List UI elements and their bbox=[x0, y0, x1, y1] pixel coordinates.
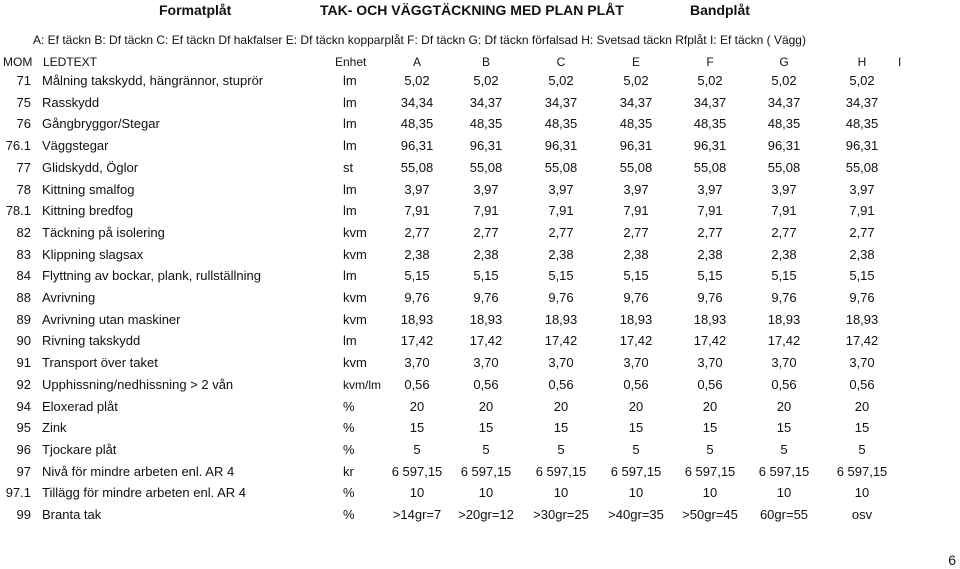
row-value: 48,35 bbox=[469, 116, 503, 132]
row-value: 18,93 bbox=[400, 311, 434, 327]
table-row bbox=[0, 310, 960, 330]
row-value: 5,15 bbox=[404, 268, 430, 284]
row-value: >30gr=25 bbox=[533, 507, 589, 522]
row-value: 0,56 bbox=[473, 376, 499, 392]
row-value: 2,38 bbox=[473, 246, 499, 262]
row-value: 3,70 bbox=[623, 355, 649, 371]
row-value: 2,77 bbox=[771, 224, 797, 240]
row-unit: st bbox=[343, 159, 354, 175]
row-value: 20 bbox=[854, 398, 870, 414]
table-row bbox=[0, 201, 960, 221]
row-value: 2,77 bbox=[404, 224, 430, 240]
row-value: 2,38 bbox=[849, 246, 875, 262]
row-value: 48,35 bbox=[845, 116, 879, 132]
row-value: 34,37 bbox=[469, 94, 503, 110]
row-value: 15 bbox=[553, 420, 569, 436]
row-value: 5,15 bbox=[473, 268, 499, 284]
row-value: 2,38 bbox=[697, 246, 723, 262]
row-mom: 97.1 bbox=[5, 485, 31, 501]
main-title: TAK- OCH VÄGGTÄCKNING MED PLAN PLÅT bbox=[320, 2, 624, 18]
table-row bbox=[0, 331, 960, 351]
row-value: 55,08 bbox=[693, 159, 727, 175]
row-value: 5 bbox=[706, 441, 714, 457]
table-row bbox=[0, 375, 960, 395]
row-value: 48,35 bbox=[619, 116, 653, 132]
row-value: 6 597,15 bbox=[460, 463, 512, 479]
row-mom: 71 bbox=[16, 73, 31, 88]
table-row bbox=[0, 223, 960, 243]
table-row bbox=[0, 114, 960, 134]
row-value: 0,56 bbox=[849, 376, 875, 392]
row-ledtext: Tillägg för mindre arbeten enl. AR 4 bbox=[42, 485, 247, 501]
row-value: 6 597,15 bbox=[610, 463, 662, 479]
row-mom: 99 bbox=[16, 507, 31, 522]
row-value: 5,15 bbox=[697, 268, 723, 284]
row-value: 96,31 bbox=[469, 138, 503, 154]
row-value: 3,70 bbox=[697, 355, 723, 371]
row-value: 18,93 bbox=[845, 311, 879, 327]
row-value: 15 bbox=[776, 420, 792, 436]
row-value: 55,08 bbox=[767, 159, 801, 175]
page-number: 6 bbox=[948, 552, 956, 568]
row-value: 9,76 bbox=[849, 290, 875, 305]
row-value: 5 bbox=[413, 441, 421, 457]
row-value: 2,77 bbox=[849, 224, 875, 240]
row-unit: % bbox=[343, 441, 355, 457]
row-ledtext: Gångbryggor/Stegar bbox=[42, 116, 160, 132]
row-value: 18,93 bbox=[693, 311, 727, 327]
row-ledtext: Avrivning utan maskiner bbox=[42, 311, 181, 327]
row-unit: kvm bbox=[343, 246, 367, 262]
row-unit: % bbox=[343, 398, 355, 414]
row-value: 10 bbox=[776, 485, 792, 501]
row-ledtext: Upphissning/nedhissning > 2 vån bbox=[42, 376, 234, 392]
table-row bbox=[0, 71, 960, 91]
row-value: 20 bbox=[478, 398, 494, 414]
row-unit: lm bbox=[343, 268, 357, 284]
row-value: >20gr=12 bbox=[458, 507, 514, 522]
row-value: 3,70 bbox=[473, 355, 499, 371]
row-value: 9,76 bbox=[404, 290, 430, 305]
row-ledtext: Zink bbox=[42, 420, 67, 436]
row-value: 6 597,15 bbox=[684, 463, 736, 479]
row-value: 7,91 bbox=[849, 203, 875, 219]
header-col-e: E bbox=[631, 55, 640, 69]
row-value: 7,91 bbox=[623, 203, 649, 219]
row-value: 9,76 bbox=[623, 290, 649, 305]
row-value: 3,70 bbox=[548, 355, 574, 371]
row-value: 55,08 bbox=[619, 159, 653, 175]
row-value: 20 bbox=[776, 398, 792, 414]
row-ledtext: Glidskydd, Öglor bbox=[42, 159, 139, 175]
row-mom: 77 bbox=[16, 159, 31, 175]
row-value: 55,08 bbox=[845, 159, 879, 175]
row-value: 17,42 bbox=[845, 333, 879, 349]
table-row bbox=[0, 418, 960, 438]
row-value: 5,15 bbox=[623, 268, 649, 284]
row-value: 15 bbox=[478, 420, 494, 436]
row-unit: % bbox=[343, 420, 355, 436]
row-value: 2,38 bbox=[404, 246, 430, 262]
table-row bbox=[0, 462, 960, 482]
row-value: 10 bbox=[478, 485, 494, 501]
row-value: 34,37 bbox=[544, 94, 578, 110]
row-value: 5 bbox=[632, 441, 640, 457]
row-value: 0,56 bbox=[404, 376, 430, 392]
row-ledtext: Nivå för mindre arbeten enl. AR 4 bbox=[42, 463, 235, 479]
header-col-a: A bbox=[412, 55, 421, 69]
row-value: 34,37 bbox=[845, 94, 879, 110]
row-mom: 76 bbox=[16, 116, 31, 132]
row-ledtext: Eloxerad plåt bbox=[42, 398, 118, 414]
row-unit: % bbox=[343, 485, 355, 501]
table-row bbox=[0, 266, 960, 286]
table-row bbox=[0, 288, 960, 308]
row-ledtext: Transport över taket bbox=[42, 355, 158, 371]
header-enhet: Enhet bbox=[335, 55, 367, 69]
header-col-g: G bbox=[779, 55, 789, 69]
row-value: 6 597,15 bbox=[391, 463, 443, 479]
row-value: 0,56 bbox=[771, 376, 797, 392]
row-value: 2,77 bbox=[623, 224, 649, 240]
row-value: 2,38 bbox=[623, 246, 649, 262]
table-row bbox=[0, 353, 960, 373]
row-unit: lm bbox=[343, 138, 357, 154]
row-value: 0,56 bbox=[548, 376, 574, 392]
row-value: 17,42 bbox=[400, 333, 434, 349]
row-value: 2,38 bbox=[771, 246, 797, 262]
row-value: >50gr=45 bbox=[682, 507, 738, 522]
row-unit: lm bbox=[343, 203, 357, 219]
row-ledtext: Flyttning av bockar, plank, rullställning bbox=[42, 268, 261, 284]
header-ledtext: LEDTEXT bbox=[43, 55, 98, 69]
row-value: 5,02 bbox=[623, 73, 649, 88]
table-row bbox=[0, 440, 960, 460]
row-value: 34,37 bbox=[693, 94, 727, 110]
row-mom: 89 bbox=[16, 311, 31, 327]
row-value: 10 bbox=[553, 485, 569, 501]
row-mom: 97 bbox=[16, 463, 31, 479]
row-value: 15 bbox=[409, 420, 425, 436]
row-value: 3,97 bbox=[473, 181, 499, 197]
row-ledtext: Rivning takskydd bbox=[42, 333, 141, 349]
row-value: 10 bbox=[409, 485, 425, 501]
formatplat-title: Formatplåt bbox=[159, 2, 232, 18]
row-value: 3,70 bbox=[404, 355, 430, 371]
row-mom: 94 bbox=[16, 398, 31, 414]
row-mom: 92 bbox=[16, 376, 31, 392]
row-unit: lm bbox=[343, 73, 357, 88]
row-value: 6 597,15 bbox=[836, 463, 888, 479]
row-value: 96,31 bbox=[400, 138, 434, 154]
row-value: 9,76 bbox=[771, 290, 797, 305]
header-mom: MOM bbox=[3, 55, 33, 69]
row-value: 17,42 bbox=[619, 333, 653, 349]
table-row bbox=[0, 245, 960, 265]
row-value: 5 bbox=[482, 441, 490, 457]
row-value: 3,97 bbox=[697, 181, 723, 197]
table-row bbox=[0, 397, 960, 417]
row-ledtext: Kittning smalfog bbox=[42, 181, 135, 197]
row-mom: 82 bbox=[16, 224, 31, 240]
row-ledtext: Klippning slagsax bbox=[42, 246, 144, 262]
row-unit: % bbox=[343, 507, 355, 522]
row-value: 7,91 bbox=[473, 203, 499, 219]
row-mom: 91 bbox=[16, 355, 31, 371]
row-value: 2,38 bbox=[548, 246, 574, 262]
row-mom: 78 bbox=[16, 181, 31, 197]
row-value: 9,76 bbox=[697, 290, 723, 305]
row-value: 5,15 bbox=[771, 268, 797, 284]
row-value: 5,15 bbox=[548, 268, 574, 284]
row-value: 7,91 bbox=[771, 203, 797, 219]
row-value: 7,91 bbox=[697, 203, 723, 219]
row-value: 3,97 bbox=[404, 181, 430, 197]
row-ledtext: Rasskydd bbox=[42, 94, 100, 110]
row-unit: kvm bbox=[343, 290, 367, 305]
row-value: 20 bbox=[409, 398, 425, 414]
row-value: 17,42 bbox=[693, 333, 727, 349]
row-mom: 95 bbox=[16, 420, 31, 436]
row-value: 5 bbox=[858, 441, 866, 457]
row-value: 18,93 bbox=[767, 311, 801, 327]
row-value: 3,97 bbox=[771, 181, 797, 197]
row-value: 6 597,15 bbox=[758, 463, 810, 479]
row-value: 5,02 bbox=[849, 73, 875, 88]
row-value: 3,70 bbox=[849, 355, 875, 371]
header-col-b: B bbox=[481, 55, 490, 69]
row-ledtext: Täckning på isolering bbox=[42, 224, 165, 240]
row-mom: 76.1 bbox=[5, 138, 31, 154]
row-value: 5 bbox=[780, 441, 788, 457]
row-unit: kvm bbox=[343, 224, 367, 240]
row-value: 2,77 bbox=[548, 224, 574, 240]
row-value: 20 bbox=[553, 398, 569, 414]
row-mom: 83 bbox=[16, 246, 31, 262]
row-unit: lm bbox=[343, 116, 357, 132]
row-value: 2,77 bbox=[473, 224, 499, 240]
row-value: 34,37 bbox=[767, 94, 801, 110]
row-value: 7,91 bbox=[404, 203, 430, 219]
row-value: 48,35 bbox=[544, 116, 578, 132]
table-row bbox=[0, 136, 960, 156]
row-value: osv bbox=[851, 507, 873, 522]
row-value: 55,08 bbox=[544, 159, 578, 175]
row-value: 5,02 bbox=[473, 73, 499, 88]
header-col-h: H bbox=[857, 55, 867, 69]
row-value: 5,02 bbox=[697, 73, 723, 88]
row-value: 18,93 bbox=[544, 311, 578, 327]
header-col-i: I bbox=[898, 55, 902, 69]
row-value: 96,31 bbox=[544, 138, 578, 154]
row-unit: kr bbox=[343, 463, 354, 479]
table-row bbox=[0, 483, 960, 503]
row-value: 2,77 bbox=[697, 224, 723, 240]
row-value: 20 bbox=[702, 398, 718, 414]
row-value: 9,76 bbox=[473, 290, 499, 305]
column-legend: A: Ef täckn B: Df täckn C: Ef täckn Df hakfalser E: Df täckn kopparplåt F: Df täckn G: Df täckn förfalsad H: Svetsad täckn Rfplåt I: Ef täckn ( Vägg) bbox=[33, 33, 806, 47]
row-ledtext: Avrivning bbox=[42, 290, 96, 305]
row-unit: kvm bbox=[343, 355, 367, 371]
row-value: 17,42 bbox=[767, 333, 801, 349]
row-value: 20 bbox=[628, 398, 644, 414]
row-value: 5,15 bbox=[849, 268, 875, 284]
row-value: 10 bbox=[702, 485, 718, 501]
table-row bbox=[0, 180, 960, 200]
row-value: 6 597,15 bbox=[535, 463, 587, 479]
row-value: 17,42 bbox=[469, 333, 503, 349]
row-value: 0,56 bbox=[623, 376, 649, 392]
row-value: 15 bbox=[702, 420, 718, 436]
row-mom: 75 bbox=[16, 94, 31, 110]
header-col-c: C bbox=[556, 55, 566, 69]
row-value: 96,31 bbox=[693, 138, 727, 154]
row-value: 55,08 bbox=[400, 159, 434, 175]
row-mom: 84 bbox=[16, 268, 31, 284]
row-value: 5,02 bbox=[548, 73, 574, 88]
row-value: 10 bbox=[854, 485, 870, 501]
row-value: 0,56 bbox=[697, 376, 723, 392]
row-value: 3,70 bbox=[771, 355, 797, 371]
row-value: 3,97 bbox=[623, 181, 649, 197]
row-value: 9,76 bbox=[548, 290, 574, 305]
row-value: 15 bbox=[628, 420, 644, 436]
row-value: 18,93 bbox=[619, 311, 653, 327]
row-value: 96,31 bbox=[767, 138, 801, 154]
row-value: 55,08 bbox=[469, 159, 503, 175]
row-ledtext: Kittning bredfog bbox=[42, 203, 134, 219]
row-unit: lm bbox=[343, 181, 357, 197]
row-ledtext: Branta tak bbox=[42, 507, 102, 522]
row-ledtext: Väggstegar bbox=[42, 138, 109, 154]
row-value: >14gr=7 bbox=[392, 507, 442, 522]
row-mom: 88 bbox=[16, 290, 31, 305]
row-value: 5 bbox=[557, 441, 565, 457]
row-mom: 78.1 bbox=[5, 203, 31, 219]
row-value: 34,37 bbox=[619, 94, 653, 110]
row-value: 3,97 bbox=[548, 181, 574, 197]
row-unit: lm bbox=[343, 94, 357, 110]
row-value: >40gr=35 bbox=[608, 507, 664, 522]
row-value: 5,02 bbox=[771, 73, 797, 88]
row-value: 18,93 bbox=[469, 311, 503, 327]
row-value: 96,31 bbox=[845, 138, 879, 154]
row-ledtext: Tjockare plåt bbox=[42, 441, 117, 457]
table-row bbox=[0, 93, 960, 113]
row-value: 5,02 bbox=[404, 73, 430, 88]
row-value: 15 bbox=[854, 420, 870, 436]
row-value: 60gr=55 bbox=[759, 507, 809, 522]
table-row bbox=[0, 158, 960, 178]
row-unit: kvm/lm bbox=[343, 377, 381, 392]
row-value: 10 bbox=[628, 485, 644, 501]
row-value: 7,91 bbox=[548, 203, 574, 219]
row-mom: 90 bbox=[16, 333, 31, 349]
bandplat-title: Bandplåt bbox=[690, 2, 750, 18]
row-mom: 96 bbox=[16, 441, 31, 457]
row-value: 48,35 bbox=[767, 116, 801, 132]
row-value: 3,97 bbox=[849, 181, 875, 197]
row-value: 96,31 bbox=[619, 138, 653, 154]
table-row bbox=[0, 505, 960, 525]
row-value: 34,34 bbox=[400, 94, 434, 110]
row-value: 48,35 bbox=[693, 116, 727, 132]
row-ledtext: Målning takskydd, hängrännor, stuprör bbox=[42, 73, 264, 88]
row-value: 17,42 bbox=[544, 333, 578, 349]
row-unit: kvm bbox=[343, 311, 367, 327]
row-value: 48,35 bbox=[400, 116, 434, 132]
row-unit: lm bbox=[343, 333, 357, 349]
header-col-f: F bbox=[706, 55, 714, 69]
